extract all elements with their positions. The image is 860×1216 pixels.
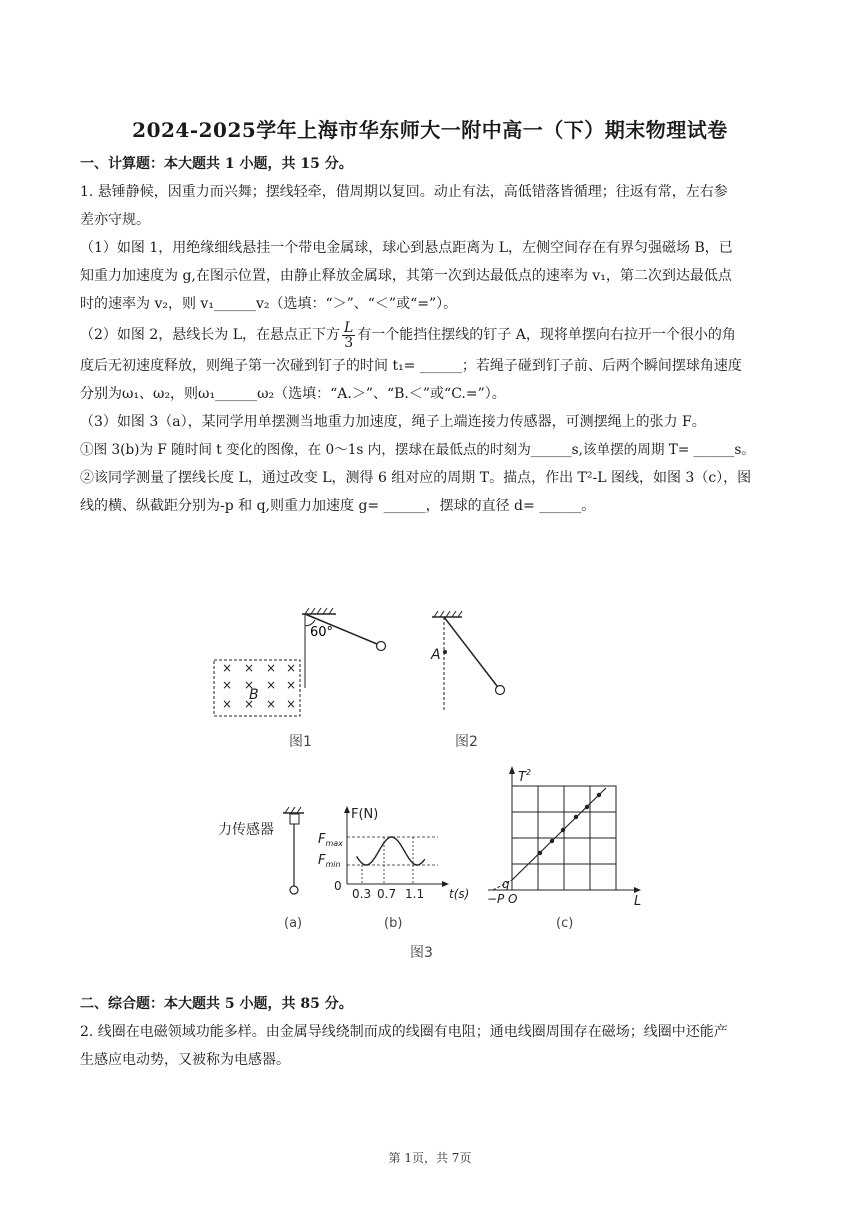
svg-text:×: × — [222, 697, 233, 711]
fig2-ceiling-hatch — [434, 611, 462, 617]
q1-part2-suffix: 有一个能挡住摆线的钉子 A，现将单摆向右拉开一个很小的角 — [357, 327, 736, 343]
graph-b-force-curve — [357, 837, 425, 865]
graph-b-fmax-label — [318, 832, 343, 848]
graph-c-ylabel-symbol: T — [518, 770, 526, 785]
fraction-numerator: L — [344, 319, 354, 336]
q2-line-2: 生感应电动势，又被称为电感器。 — [80, 1052, 290, 1068]
fig3c-sublabel: (c) — [556, 916, 574, 931]
fraction-denominator: 3 — [344, 334, 354, 351]
fig1-ball — [377, 642, 386, 651]
fig1-angle-label: 60° — [310, 625, 334, 640]
figure-3b-graph — [318, 806, 469, 931]
fig2-string — [444, 617, 497, 686]
q1-part1-line-2: 知重力加速度为 g,在图示位置，由静止释放金属球，其第一次到达最低点的速率为 v₁，第二次到达最低点 — [80, 268, 732, 284]
fig3-caption: 图3 — [410, 945, 433, 961]
graph-c-fit-line — [512, 788, 606, 880]
figure-2 — [430, 611, 505, 750]
svg-text:×: × — [244, 697, 255, 711]
graph-b-xlabel: t(s) — [449, 887, 470, 901]
fig2-caption: 图2 — [455, 734, 478, 750]
figures-area — [0, 600, 860, 980]
fig3a-ceiling-hatch — [285, 807, 301, 813]
q1-intro-line-1: 1. 悬锤静候，因重力而兴舞；摆线轻牵，借周期以复回。动止有法，高低错落皆循理；往返有常，左右参 — [80, 184, 728, 200]
q1-part1-line-1: （1）如图 1，用绝缘细线悬挂一个带电金属球，球心到悬点距离为 L，左侧空间存在有界匀强磁场 B，已 — [80, 240, 733, 256]
svg-text:×: × — [244, 661, 255, 675]
figure-3c-graph — [487, 766, 641, 931]
fig1-ceiling-hatch — [305, 608, 333, 614]
q1-part2-prefix: （2）如图 2，悬线长为 L，在悬点正下方 — [80, 327, 341, 343]
graph-b-fmin-symbol: F — [318, 853, 326, 868]
q1-part2-line-1 — [80, 318, 780, 352]
question-2-block — [80, 990, 780, 1074]
graph-b-fmin-label — [318, 853, 341, 869]
svg-text:×: × — [286, 697, 297, 711]
figure-3a — [218, 807, 304, 931]
q1-part1-line-3: 时的速率为 v₂，则 v₁______v₂（选填：“＞”、“＜”或“=”）。 — [80, 296, 458, 312]
svg-text:×: × — [266, 678, 277, 692]
fig3b-sublabel: (b) — [384, 916, 403, 931]
fraction-l-over-3 — [342, 321, 355, 350]
section-1-heading: 一、计算题：本大题共 1 小题，共 15 分。 — [80, 156, 353, 172]
graph-b-origin: 0 — [334, 879, 342, 893]
force-sensor-box — [290, 814, 299, 824]
svg-text:×: × — [244, 678, 255, 692]
graph-c-x-arrow — [634, 887, 641, 893]
graph-c-q-label: q — [502, 877, 510, 891]
graph-c-ylabel-superscript: 2 — [525, 768, 532, 777]
graph-c-origin: O — [508, 892, 518, 906]
fig2-nail — [443, 650, 447, 654]
svg-text:×: × — [286, 661, 297, 675]
svg-text:×: × — [286, 678, 297, 692]
graph-b-tick-07: 0.7 — [377, 887, 397, 901]
q1-part2-line-3: 分别为ω₁、ω₂，则ω₁______ω₂（选填：“A.＞”、“B.＜”或“C.=”）。 — [80, 386, 506, 402]
graph-b-tick-11: 1.1 — [405, 887, 425, 901]
fig1-caption: 图1 — [289, 734, 312, 750]
graph-c-ylabel — [518, 768, 531, 785]
question-1-block — [80, 150, 780, 520]
fig1-field-crosses — [222, 661, 296, 711]
q1-part3-line-2: ①图 3(b)为 F 随时间 t 变化的图像，在 0～1s 内，摆球在最低点的时刻为______s,该单摆的周期 T= ______s。 — [80, 442, 755, 458]
graph-c-xlabel: L — [634, 894, 642, 909]
fig3a-sublabel: (a) — [284, 916, 303, 931]
graph-c-p-label: −P — [487, 892, 505, 906]
q1-intro-line-2: 差亦守规。 — [80, 212, 150, 228]
q2-line-1: 2. 线圈在电磁领域功能多样。由金属导线绕制而成的线圈有电阻；通电线圈周围存在磁场；线圈中还能产 — [80, 1024, 728, 1040]
graph-b-tick-03: 0.3 — [352, 887, 372, 901]
graph-b-y-arrow — [344, 806, 350, 813]
figure-1 — [214, 608, 386, 750]
svg-text:×: × — [222, 678, 233, 692]
sensor-label: 力传感器 — [218, 822, 274, 838]
fig3a-ball — [290, 886, 298, 894]
svg-text:×: × — [266, 661, 277, 675]
svg-text:×: × — [222, 661, 233, 675]
graph-b-fmax-symbol: F — [318, 832, 326, 847]
page-footer: 第 1页，共 7页 — [388, 1151, 472, 1165]
graph-b-ylabel: F(N) — [351, 807, 379, 822]
svg-text:×: × — [266, 697, 277, 711]
graph-b-x-arrow — [442, 881, 449, 887]
graph-c-grid — [512, 786, 616, 890]
fig2-nail-label: A — [431, 647, 441, 663]
fig2-ball — [496, 686, 505, 695]
q1-part3-line-3: ②该同学测量了摆线长度 L，通过改变 L，测得 6 组对应的周期 T。描点，作出 T²-L 图线，如图 3（c），图 — [80, 470, 752, 486]
q1-part2-line-2: 度后无初速度释放，则绳子第一次碰到钉子的时间 t₁= ______；若绳子碰到钉子前、后两个瞬间摆球角速度 — [80, 358, 742, 374]
section-2-heading: 二、综合题：本大题共 5 小题，共 85 分。 — [80, 996, 353, 1012]
graph-b-fmax-subscript: max — [325, 839, 343, 848]
exam-title: 2024-2025学年上海市华东师大一附中高一（下）期末物理试卷 — [132, 118, 728, 142]
fig1-field-label: B — [249, 687, 259, 703]
q1-part3-line-4: 线的横、纵截距分别为-p 和 q,则重力加速度 g= ______，摆球的直径 d= ______。 — [80, 498, 596, 514]
graph-c-y-arrow — [509, 766, 515, 774]
graph-b-fmin-subscript: min — [325, 860, 341, 869]
q1-part3-line-1: （3）如图 3（a），某同学用单摆测当地重力加速度，绳子上端连接力传感器，可测摆绳上的张力 F。 — [80, 414, 706, 430]
